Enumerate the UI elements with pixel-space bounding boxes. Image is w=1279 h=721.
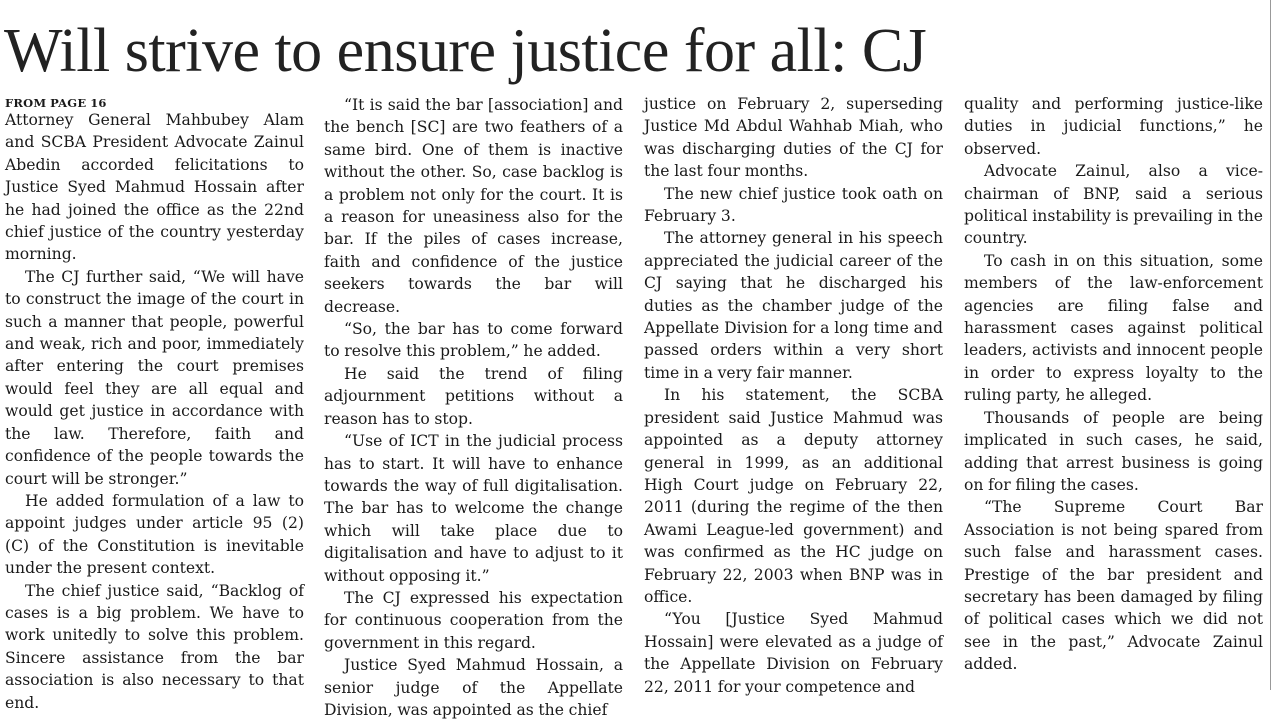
paragraph: Advocate Zainul, also a vice-chairman of BNP, said a serious political instability is prevailing in the country. bbox=[964, 162, 1263, 248]
paragraph: “Use of ICT in the judicial process has to start. It will have to enhance towards the way of full digitalisation. The bar has to welcome the change which will take place due to digitalisation and have to adjust to it without opposing it.” bbox=[324, 432, 623, 585]
headline: Will strive to ensure justice for all: CJ bbox=[4, 17, 927, 85]
article-column-3 bbox=[644, 95, 943, 696]
paragraph: The attorney general in his speech appreciated the judicial career of the CJ saying that he discharged his duties as the chamber judge of the Appellate Division for a long time and passed orders within a very short time in a very fair manner. bbox=[644, 229, 943, 382]
paragraph: To cash in on this situation, some members of the law-enforcement agencies are filing false and harassment cases against political leaders, activists and innocent people in order to express loyalty to the ruling party, he alleged. bbox=[964, 251, 1263, 405]
article-column-4 bbox=[964, 95, 1263, 690]
article-column-1 bbox=[5, 95, 304, 712]
paragraph: quality and performing justice-like duties in judicial functions,” he observed. bbox=[964, 95, 1263, 158]
column-rule bbox=[1270, 0, 1271, 690]
paragraph: “It is said the bar [association] and the bench [SC] are two feathers of a same bird. One of them is inactive without the other. So, case backlog is a problem not only for the court. It is a reason for uneasiness also for the bar. If the piles of cases increase, faith and confidence of the justice seekers towards the bar will decrease. bbox=[324, 96, 623, 316]
paragraph: In his statement, the SCBA president said Justice Mahmud was appointed as a deputy attorney general in 1999, as an additional High Court judge on February 22, 2011 (during the regime of the then Awami League-led government) and was confirmed as the HC judge on February 22, 2003 when BNP was in office. bbox=[644, 386, 943, 606]
paragraph: “The Supreme Court Bar Association is not being spared from such false and harassment cases. Prestige of the bar president and secretary has been damaged by filing of political cases which we did not see in the past,” Advocate Zainul added. bbox=[964, 498, 1263, 674]
paragraph: The new chief justice took oath on February 3. bbox=[644, 184, 943, 226]
paragraph: The CJ expressed his expectation for continuous cooperation from the government in this regard. bbox=[324, 588, 623, 652]
paragraph: The CJ further said, “We will have to construct the image of the court in such a manner that people, powerful and weak, rich and poor, immediately after entering the court premises would feel they are all equal and would get justice in accordance with the law. Therefore, faith and confidence of the people towards the court will be stronger.” bbox=[5, 267, 304, 488]
paragraph: “You [Justice Syed Mahmud Hossain] were elevated as a judge of the Appellate Division on February 22, 2011 for your competence and bbox=[644, 610, 943, 696]
paragraph: Thousands of people are being implicated in such cases, he said, adding that arrest business is going on for filing the cases. bbox=[964, 408, 1263, 494]
paragraph: He added formulation of a law to appoint judges under article 95 (2) (C) of the Constitution is inevitable under the present context. bbox=[5, 491, 304, 578]
paragraph: Justice Syed Mahmud Hossain, a senior judge of the Appellate Division, was appointed as the chief bbox=[324, 656, 623, 719]
paragraph: Attorney General Mahbubey Alam and SCBA President Advocate Zainul Abedin accorded felicitations to Justice Syed Mahmud Hossain after he had joined the office as the 22nd chief justice of the country yesterday morning. bbox=[5, 111, 304, 264]
paragraph: He said the trend of filing adjournment petitions without a reason has to stop. bbox=[324, 364, 623, 428]
continuation-kicker: FROM PAGE 16 bbox=[5, 96, 107, 110]
paragraph: The chief justice said, “Backlog of cases is a big problem. We have to work unitedly to solve this problem. Sincere assistance from the bar association is also necessary to that end. bbox=[5, 581, 304, 712]
paragraph: “So, the bar has to come forward to resolve this problem,” he added. bbox=[324, 320, 623, 361]
article-column-2 bbox=[324, 95, 623, 719]
paragraph: justice on February 2, superseding Justice Md Abdul Wahhab Miah, who was discharging duties of the CJ for the last four months. bbox=[644, 95, 943, 181]
